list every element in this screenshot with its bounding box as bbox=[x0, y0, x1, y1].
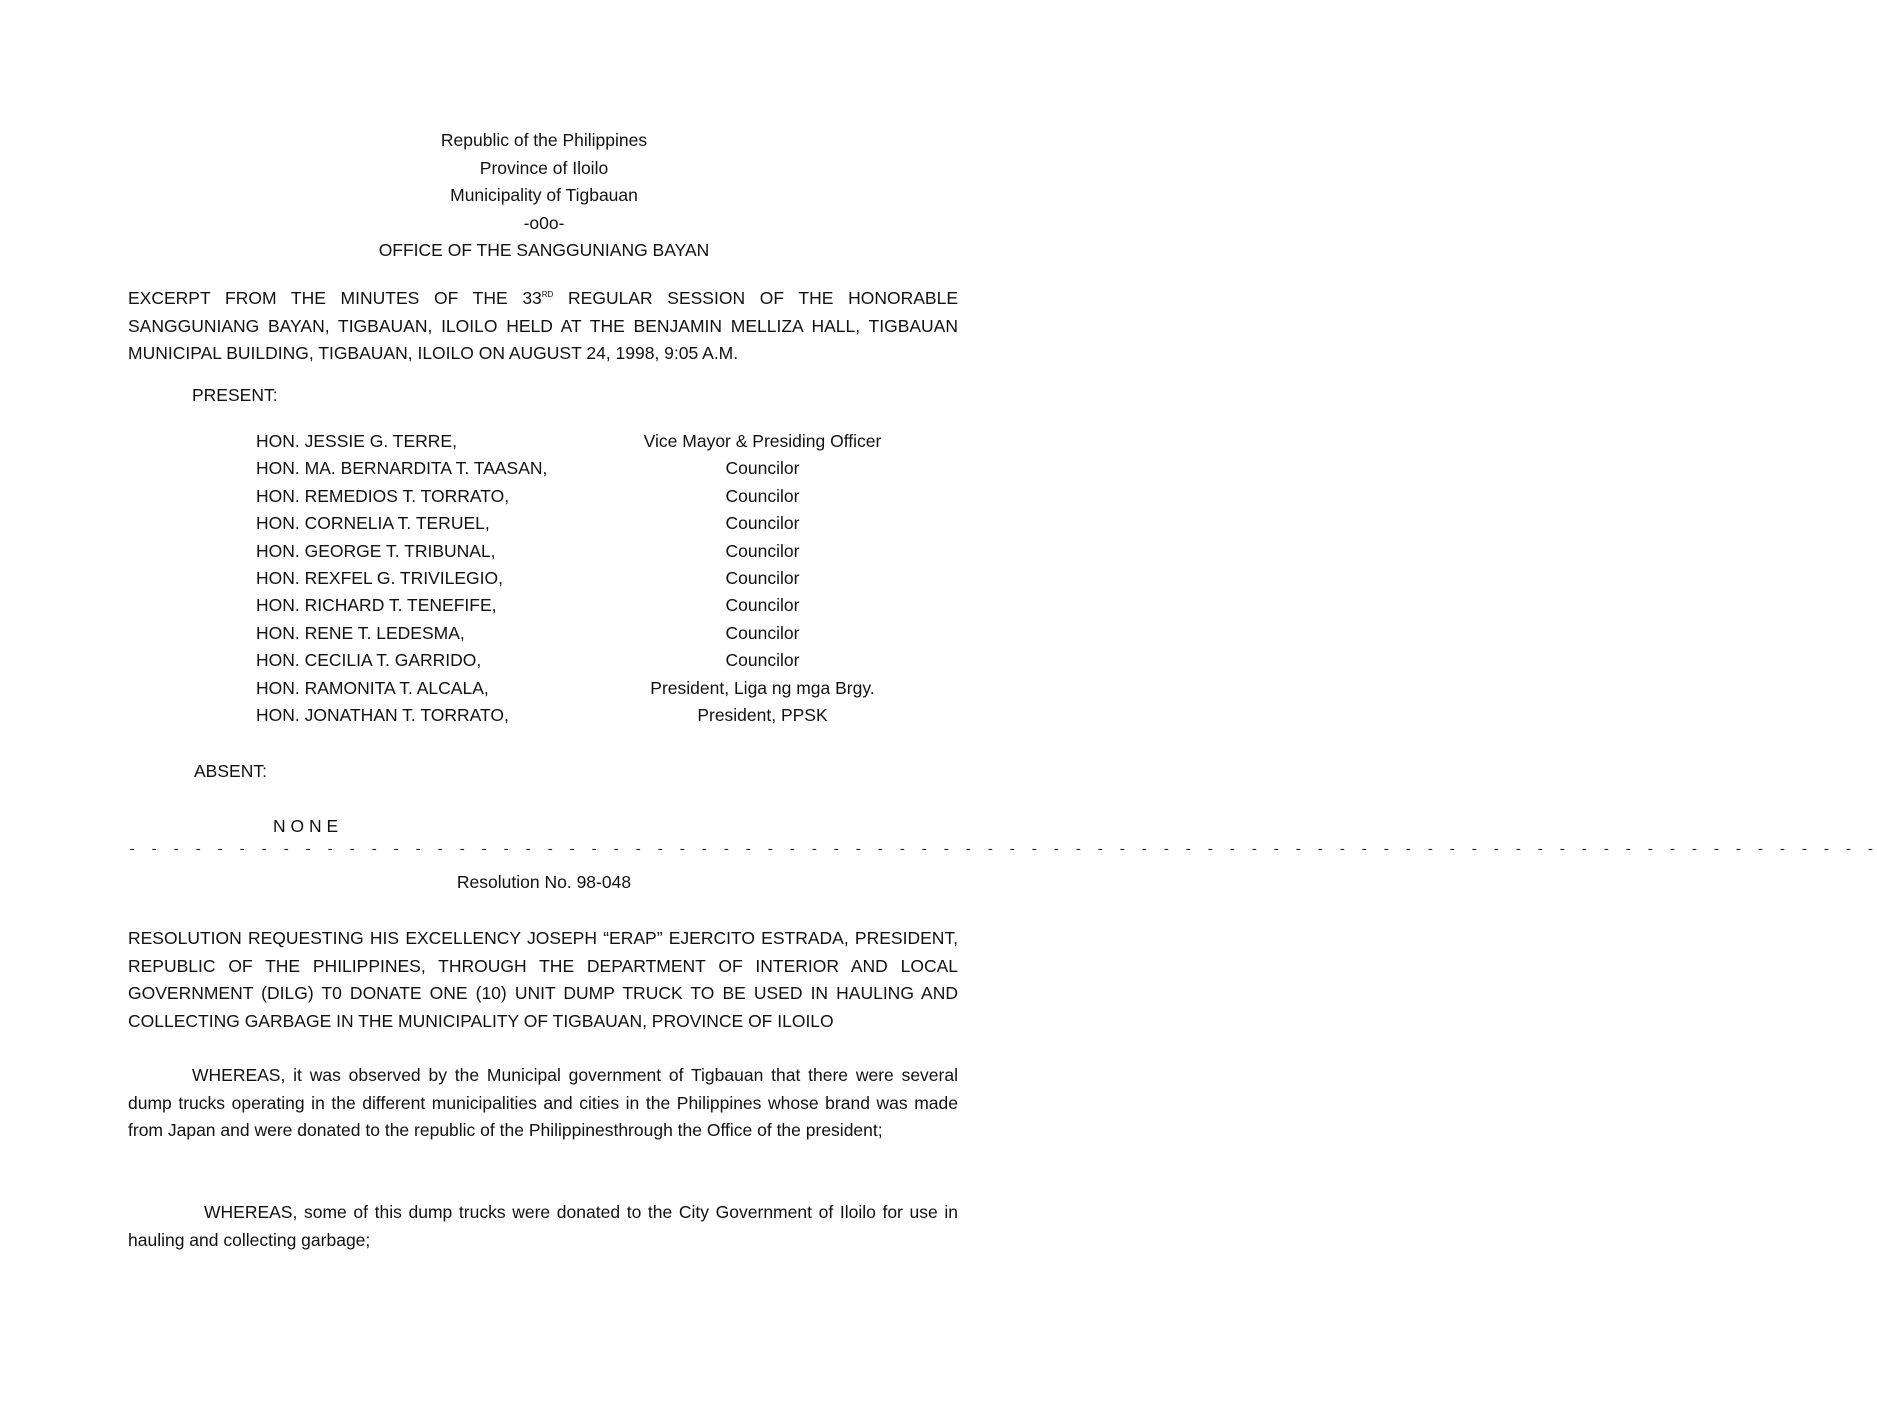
member-role: President, Liga ng mga Brgy. bbox=[650, 678, 875, 698]
absent-value: N O N E bbox=[273, 816, 339, 836]
member-role: Councilor bbox=[725, 595, 800, 615]
member-role: Councilor bbox=[725, 623, 800, 643]
header-ornament: -o0o- bbox=[523, 213, 565, 233]
resolution-title: RESOLUTION REQUESTING HIS EXCELLENCY JOSEPH “ERAP” EJERCITO ESTRADA, PRESIDENT, REPUBLIC OF THE PHILIPPINES, THROUGH THE DEPARTMENT OF INTERIOR AND LOCAL GOVERNMENT (DILG) T0 DONATE ONE (10) UNIT DUMP TRUCK TO BE USED IN HAULING AND COLLECTING GARBAGE IN THE MUNICIPALITY OF TIGBAUAN, PROVINCE OF ILOILO bbox=[128, 928, 958, 1031]
member-name: HON. RAMONITA T. ALCALA, bbox=[256, 678, 489, 698]
member-name: HON. JESSIE G. TERRE, bbox=[256, 431, 457, 451]
member-name: HON. JONATHAN T. TORRATO, bbox=[256, 705, 509, 725]
member-role: Councilor bbox=[725, 568, 800, 588]
member-role: Councilor bbox=[725, 541, 800, 561]
header-office: OFFICE OF THE SANGGUNIANG BAYAN bbox=[378, 240, 710, 260]
whereas-paragraph-2: WHEREAS, some of this dump trucks were donated to the City Government of Iloilo for use in hauling and collecting garbage; bbox=[128, 1202, 958, 1250]
excerpt-text-before: EXCERPT FROM THE MINUTES OF THE 33 bbox=[128, 288, 542, 308]
member-name: HON. REXFEL G. TRIVILEGIO, bbox=[256, 568, 503, 588]
header-province: Province of Iloilo bbox=[479, 158, 609, 178]
excerpt-superscript: RD bbox=[541, 290, 554, 300]
resolution-number: Resolution No. 98-048 bbox=[456, 872, 632, 892]
member-name: HON. CORNELIA T. TERUEL, bbox=[256, 513, 490, 533]
excerpt-text-after: REGULAR SESSION OF THE HONORABLE SANGGUNIANG BAYAN, TIGBAUAN, ILOILO HELD AT THE BENJAMIN MELLIZA HALL, TIGBAUAN MUNICIPAL BUILDING, TIGBAUAN, ILOILO ON AUGUST 24, 1998, 9:05 A.M. bbox=[128, 288, 958, 363]
member-role: Councilor bbox=[725, 513, 800, 533]
excerpt-paragraph bbox=[128, 285, 958, 368]
member-role: Vice Mayor & Presiding Officer bbox=[643, 431, 882, 451]
member-name: HON. RICHARD T. TENEFIFE, bbox=[256, 595, 497, 615]
whereas-paragraph-1: WHEREAS, it was observed by the Municipal government of Tigbauan that there were several dump trucks operating in the different municipalities and cities in the Philippines whose brand was made from Japan and were donated to the republic of the Philippinesthrough the Office of the president; bbox=[128, 1065, 958, 1140]
member-name: HON. REMEDIOS T. TORRATO, bbox=[256, 486, 510, 506]
member-role: Councilor bbox=[725, 650, 800, 670]
present-label: PRESENT: bbox=[192, 385, 278, 405]
member-name: HON. MA. BERNARDITA T. TAASAN, bbox=[256, 458, 548, 478]
member-name: HON. CECILIA T. GARRIDO, bbox=[256, 650, 482, 670]
member-role: Councilor bbox=[725, 458, 800, 478]
absent-label: ABSENT: bbox=[194, 761, 267, 781]
member-name: HON. RENE T. LEDESMA, bbox=[256, 623, 465, 643]
header-municipality: Municipality of Tigbauan bbox=[450, 185, 638, 205]
header-republic: Republic of the Philippines bbox=[440, 130, 648, 150]
member-name: HON. GEORGE T. TRIBUNAL, bbox=[256, 541, 496, 561]
member-role: Councilor bbox=[725, 486, 800, 506]
separator-line: - - - - - - - - - - - - - - - - - - - - - - - - - - - - - - - - - - - - - - - - - - - - - - - - - - - - - - - - - - - - - - - - - - - - - - - - - - - - - - - - bbox=[128, 842, 1877, 858]
member-role: President, PPSK bbox=[697, 705, 828, 725]
